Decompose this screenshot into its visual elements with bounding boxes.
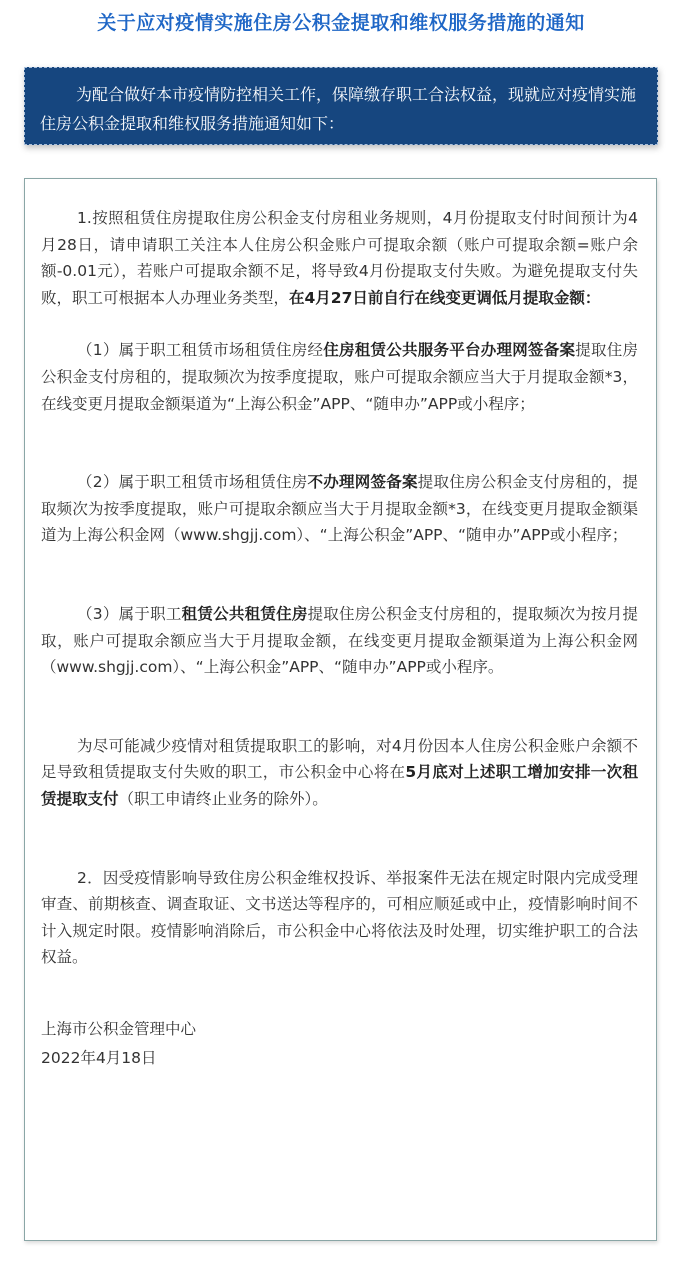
signature-org: 上海市公积金管理中心 xyxy=(41,1019,197,1038)
note-highlight: 5月底对上述职工增加安排一次租赁提取支付 xyxy=(41,763,638,808)
page-title: 关于应对疫情实施住房公积金提取和维权服务措施的通知 xyxy=(97,12,585,34)
sub-item-2-post: 提取住房公积金支付房租的，提取频次为按季度提取，账户可提取余额应当大于月提取金额*3，在线变更月提取金额渠道为上海公积金网（www.shgjj.com）、“上海公积金”APP、“随申办”APP或小程序； xyxy=(41,473,638,545)
sub-item-2-pre: （2）属于职工租赁市场租赁住房 xyxy=(77,473,308,492)
sub-item-1-paragraph xyxy=(41,337,638,417)
item-2-paragraph: 2．因受疫情影响导致住房公积金维权投诉、举报案件无法在规定时限内完成受理审查、前期核查、调查取证、文书送达等程序的，可相应顺延或中止，疫情影响时间不计入规定时限。疫情影响消除后，市公积金中心将依法及时处理，切实维护职工的合法权益。 xyxy=(41,868,638,967)
sub-item-1-post: 提取住房公积金支付房租的，提取频次为按季度提取，账户可提取余额应当大于月提取金额*3，在线变更月提取金额渠道为“上海公积金”APP、“随申办”APP或小程序； xyxy=(41,341,638,413)
signature-block xyxy=(41,1015,638,1073)
sub-item-2-highlight: 不办理网签备案 xyxy=(307,473,418,492)
sub-item-3-highlight: 租赁公共租赁住房 xyxy=(181,604,308,623)
sub-item-1-pre: （1）属于职工租赁市场租赁住房经 xyxy=(77,341,324,360)
note-paragraph xyxy=(41,733,638,813)
notice-body xyxy=(41,205,638,1073)
sub-item-3-post: 提取住房公积金支付房租的，提取频次为按月提取，账户可提取余额应当大于月提取金额，在线变更月提取金额渠道为上海公积金网（www.shgjj.com）、“上海公积金”APP、“随申办”APP或小程序。 xyxy=(41,604,638,677)
note-pre: 为尽可能减少疫情对租赁提取职工的影响，对4月份因本人住房公积金账户余额不足导致租赁提取支付失败的职工，市公积金中心将在 xyxy=(41,736,638,782)
sub-item-1-highlight: 住房租赁公共服务平台办理网签备案 xyxy=(323,341,576,360)
signature-date: 2022年4月18日 xyxy=(41,1048,157,1067)
sub-item-3-paragraph xyxy=(41,601,638,681)
sub-item-2-paragraph xyxy=(41,469,638,549)
note-post: （职工申请终止业务的除外）。 xyxy=(118,789,328,808)
item-1-text: 1.按照租赁住房提取住房公积金支付房租业务规则，4月份提取支付时间预计为4月28日，请申请职工关注本人住房公积金账户可提取余额（账户可提取余额=账户余额-0.01元），若账户可提取余额不足，将导致4月份提取支付失败。为避免提取支付失败，职工可根据本人办理业务类型， xyxy=(41,209,638,307)
item-1-paragraph xyxy=(41,205,638,311)
sub-item-3-pre: （3）属于职工 xyxy=(77,604,182,623)
intro-text: 为配合做好本市疫情防控相关工作，保障缴存职工合法权益，现就应对疫情实施住房公积金提取和维权服务措施通知如下： xyxy=(40,85,637,133)
item-1-highlight: 在4月27日前自行在线变更调低月提取金额： xyxy=(289,288,601,307)
